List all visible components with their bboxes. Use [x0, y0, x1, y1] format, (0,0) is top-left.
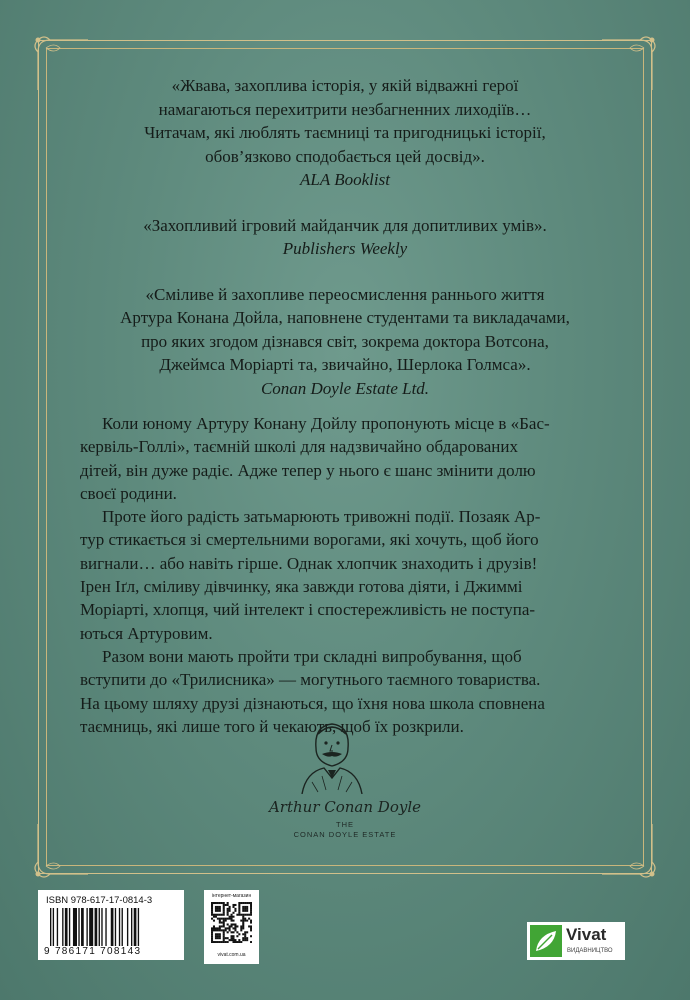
review-quote	[70, 74, 620, 192]
book-description	[80, 412, 612, 738]
publisher-logo	[527, 922, 625, 960]
conan-doyle-portrait-icon	[292, 718, 372, 794]
qr-code-block	[204, 890, 259, 964]
isbn-barcode	[38, 890, 184, 960]
description-paragraph: Коли юному Артуру Конану Дойлу пропонують місце в «Бас- кервіль-Голлі», таємній школі для надзвичайно обдарованих дітей, він дуже радіє. Адже тепер у нього є шанс змінити долю своєї родини.	[80, 414, 550, 503]
signature-icon	[265, 788, 425, 822]
quote-source: Conan Doyle Estate Ltd.	[260, 378, 430, 398]
review-quote	[70, 214, 620, 261]
svg-text:Arthur Conan Doyle: Arthur Conan Doyle	[268, 798, 422, 816]
quote-source: ALA Booklist	[300, 170, 390, 189]
estate-line: CONAN DOYLE ESTATE	[293, 830, 397, 839]
qr-url: vivat.com.ua	[217, 952, 246, 958]
quote-text: «Жвава, захоплива історія, у якій відважні герої намагаються перехитрити незбагненних лиходіїв… Читачам, які люблять таємниці та пригодницькі історії, обов’язково сподобається цей досвід».	[144, 76, 546, 166]
estate-credit	[240, 820, 450, 840]
publisher-subtitle: ВИДАВНИЦТВО	[567, 948, 613, 954]
quote-text: «Захопливий ігровий майданчик для допитливих умів».	[143, 215, 547, 235]
review-quote	[70, 283, 620, 401]
estate-line: THE	[336, 820, 354, 829]
description-paragraph: Разом вони мають пройти три складні випробування, щоб вступити до «Трилисника» — могутнього таємного товариства. На цьому шляху друзі дізнаються, що їхня нова школа сповнена таємниць, які лише того й чекають, щоб їх розкрили.	[80, 646, 545, 736]
quote-text: «Сміливе й захопливе переосмислення раннього життя Артура Конана Дойла, наповнене студентами та викладачами, про яких згодом дізнався світ, зокрема доктора Вотсона, Джеймса Моріарті та, звичайно, Шерлока Голмса».	[120, 284, 570, 374]
qr-label: інтернет-магазин	[211, 893, 252, 899]
isbn-text: ISBN 978-617-17-0814-3	[46, 895, 153, 906]
quote-source: Publishers Weekly	[282, 239, 408, 258]
barcode-digits: 9 786171 708143	[44, 946, 142, 957]
qr-code-icon	[211, 902, 252, 943]
corner-ornament-icon	[600, 822, 660, 882]
barcode-bars-icon	[50, 908, 174, 946]
publisher-name: Vivat	[566, 925, 607, 944]
description-paragraph: Проте його радість затьмарюють тривожні події. Позаяк Ар- тур стикається зі смертельними ворогами, які хочуть, щоб його вигнали… або навіть гірше. Однак хлопчик знаходить і друзів! Ірен Іґл, сміливу дівчинку, яка завжди готова діяти, і Джиммі Моріарті, хлопця, чий інтелект і спостережливість не поступа- ються Артуровим.	[80, 507, 541, 643]
review-quotes	[70, 74, 620, 422]
vivat-leaf-icon	[530, 925, 562, 957]
corner-ornament-icon	[30, 822, 90, 882]
